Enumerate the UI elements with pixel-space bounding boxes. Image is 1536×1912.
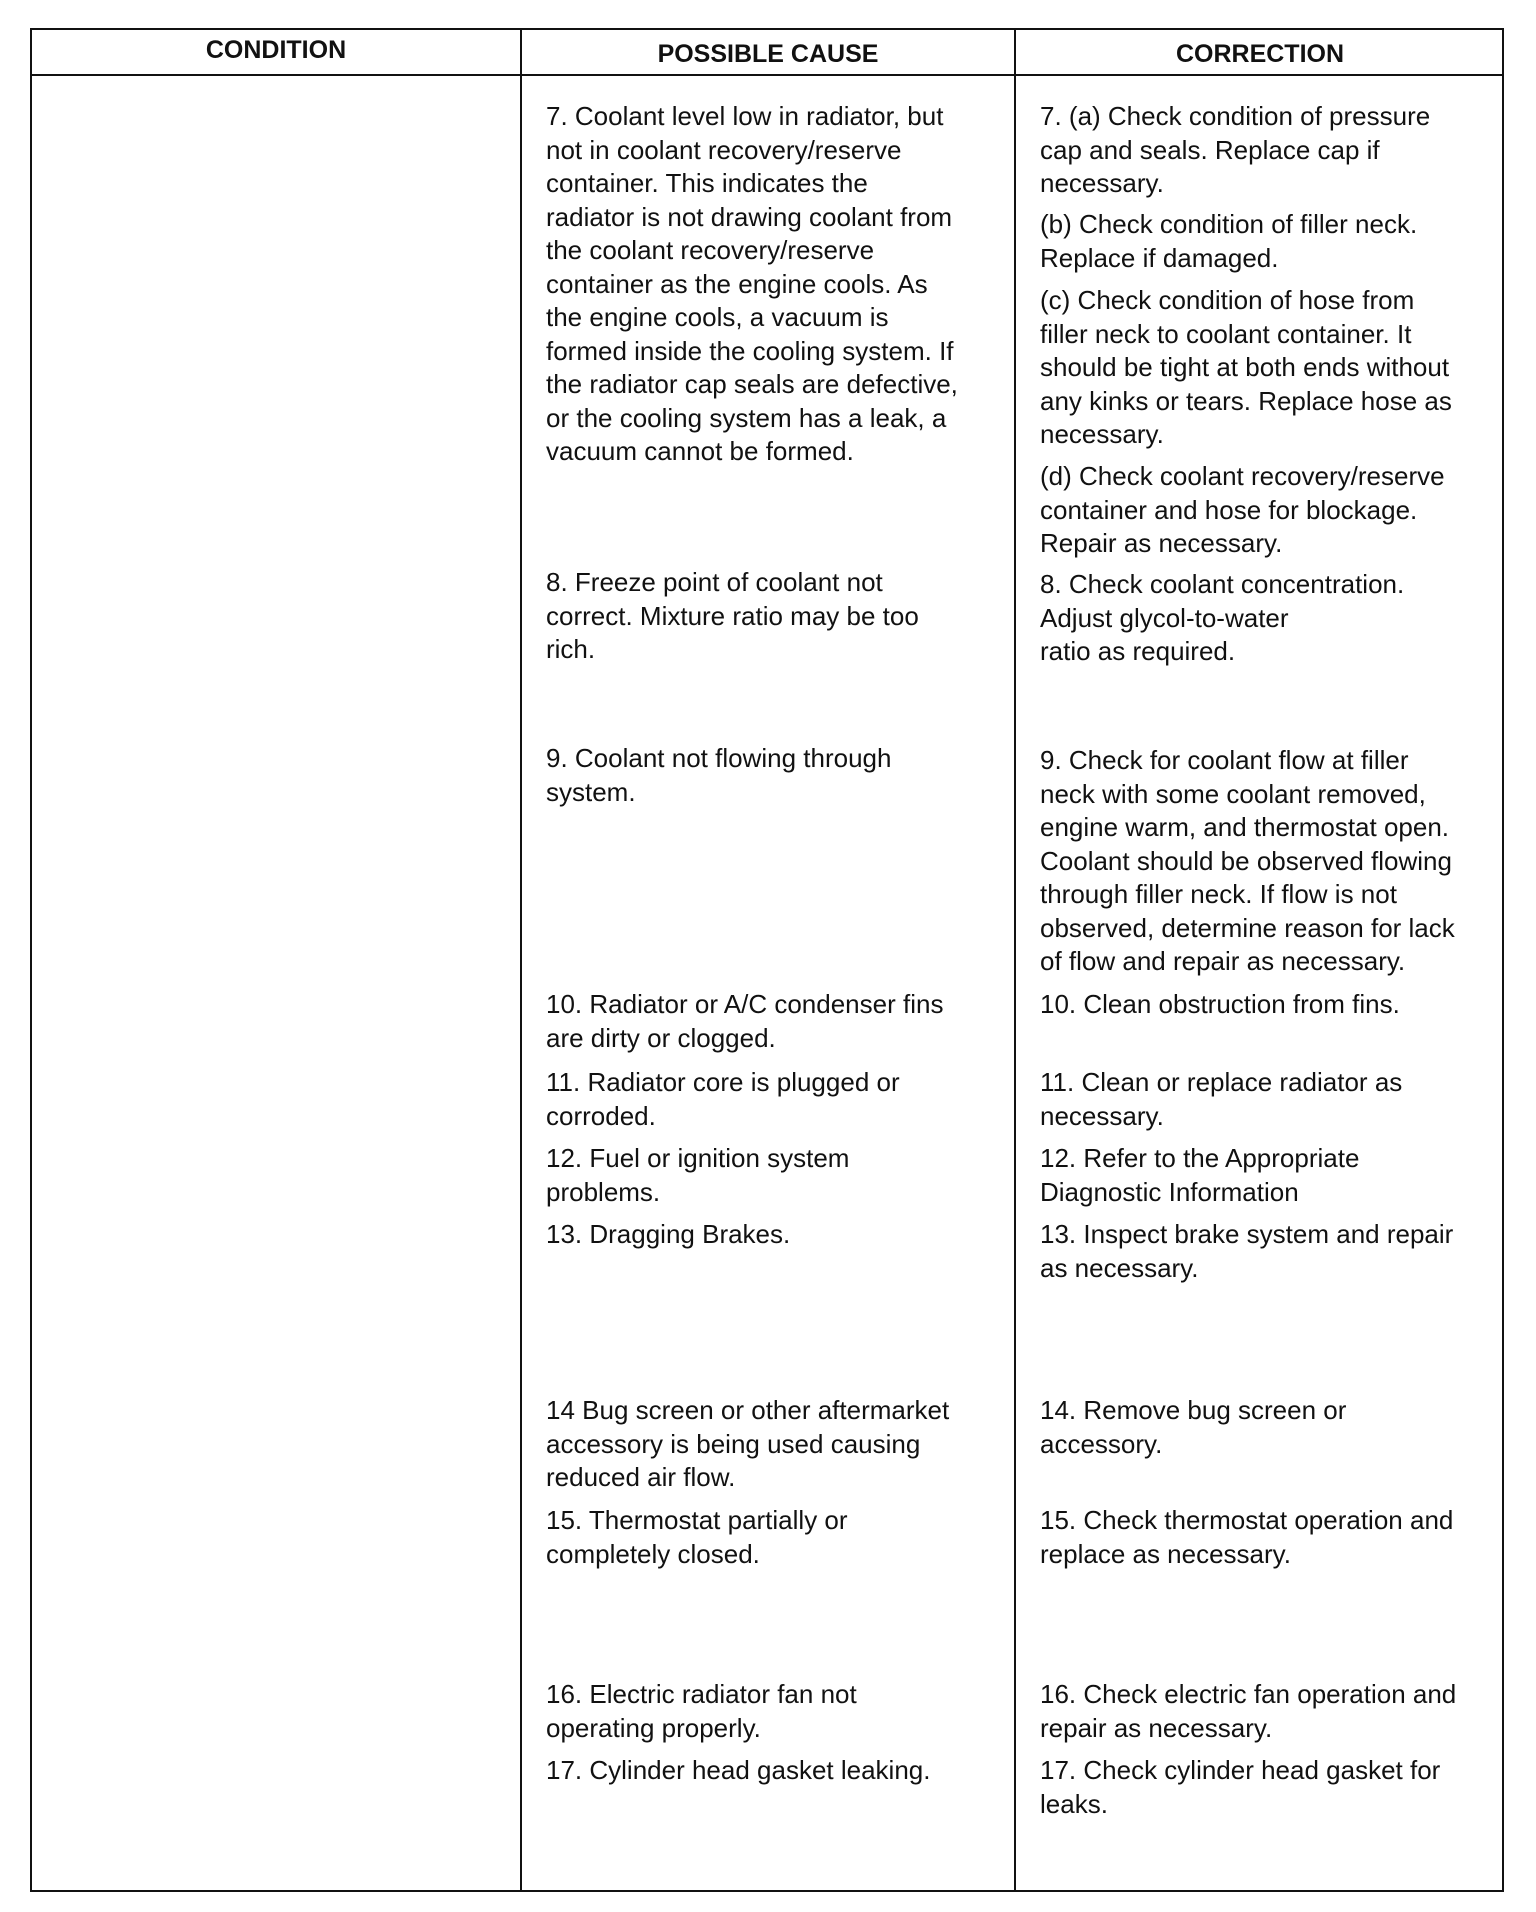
cause-13: 13. Dragging Brakes. <box>546 1219 791 1249</box>
column-divider-1 <box>520 30 522 1890</box>
correction-10: 10. Clean obstruction from fins. <box>1040 989 1400 1019</box>
correction-7c: (c) Check condition of hose from filler neck to coolant container. It should be tight at both ends without any kinks or tears. Replace hose as necessary. <box>1040 285 1452 449</box>
correction-17: 17. Check cylinder head gasket for leaks. <box>1040 1755 1441 1819</box>
cause-17: 17. Cylinder head gasket leaking. <box>546 1755 931 1785</box>
correction-11: 11. Clean or replace radiator as necessary. <box>1040 1067 1403 1131</box>
correction-15: 15. Check thermostat operation and replace as necessary. <box>1040 1505 1454 1569</box>
cause-11: 11. Radiator core is plugged or corroded. <box>546 1067 900 1131</box>
cause-15: 15. Thermostat partially or completely closed. <box>546 1505 848 1569</box>
cause-9: 9. Coolant not flowing through system. <box>546 743 892 807</box>
cause-16: 16. Electric radiator fan not operating properly. <box>546 1679 857 1743</box>
correction-7b: (b) Check condition of filler neck. Replace if damaged. <box>1040 209 1418 273</box>
correction-7a: 7. (a) Check condition of pressure cap and seals. Replace cap if necessary. <box>1040 101 1431 198</box>
correction-14: 14. Remove bug screen or accessory. <box>1040 1395 1347 1459</box>
cause-8: 8. Freeze point of coolant not correct. Mixture ratio may be too rich. <box>546 567 919 664</box>
diagnosis-table <box>30 28 1504 1892</box>
cause-14: 14 Bug screen or other aftermarket accessory is being used causing reduced air flow. <box>546 1395 950 1492</box>
header-condition: CONDITION <box>205 36 347 64</box>
header-possible-cause: POSSIBLE CAUSE <box>657 40 879 68</box>
correction-12: 12. Refer to the Appropriate Diagnostic Information <box>1040 1143 1360 1207</box>
correction-8: 8. Check coolant concentration. Adjust glycol-to-water ratio as required. <box>1040 569 1405 666</box>
correction-13: 13. Inspect brake system and repair as necessary. <box>1040 1219 1454 1283</box>
correction-9: 9. Check for coolant flow at filler neck with some coolant removed, engine warm, and thermostat open. Coolant should be observed flowing through filler neck. If flow is not observed, determine reason for lack of flow and repair as necessary. <box>1040 745 1455 976</box>
cause-12: 12. Fuel or ignition system problems. <box>546 1143 850 1207</box>
header-correction: CORRECTION <box>1175 40 1345 68</box>
cause-10: 10. Radiator or A/C condenser fins are dirty or clogged. <box>546 989 944 1053</box>
correction-7d: (d) Check coolant recovery/reserve container and hose for blockage. Repair as necessary. <box>1040 461 1445 558</box>
cause-7: 7. Coolant level low in radiator, but not in coolant recovery/reserve container. This indicates the radiator is not drawing coolant from the coolant recovery/reserve container as the engine cools. As the engine cools, a vacuum is formed inside the cooling system. If the radiator cap seals are defective, or the cooling system has a leak, a vacuum cannot be formed. <box>546 101 958 466</box>
header-divider <box>32 74 1502 76</box>
correction-16: 16. Check electric fan operation and repair as necessary. <box>1040 1679 1457 1743</box>
